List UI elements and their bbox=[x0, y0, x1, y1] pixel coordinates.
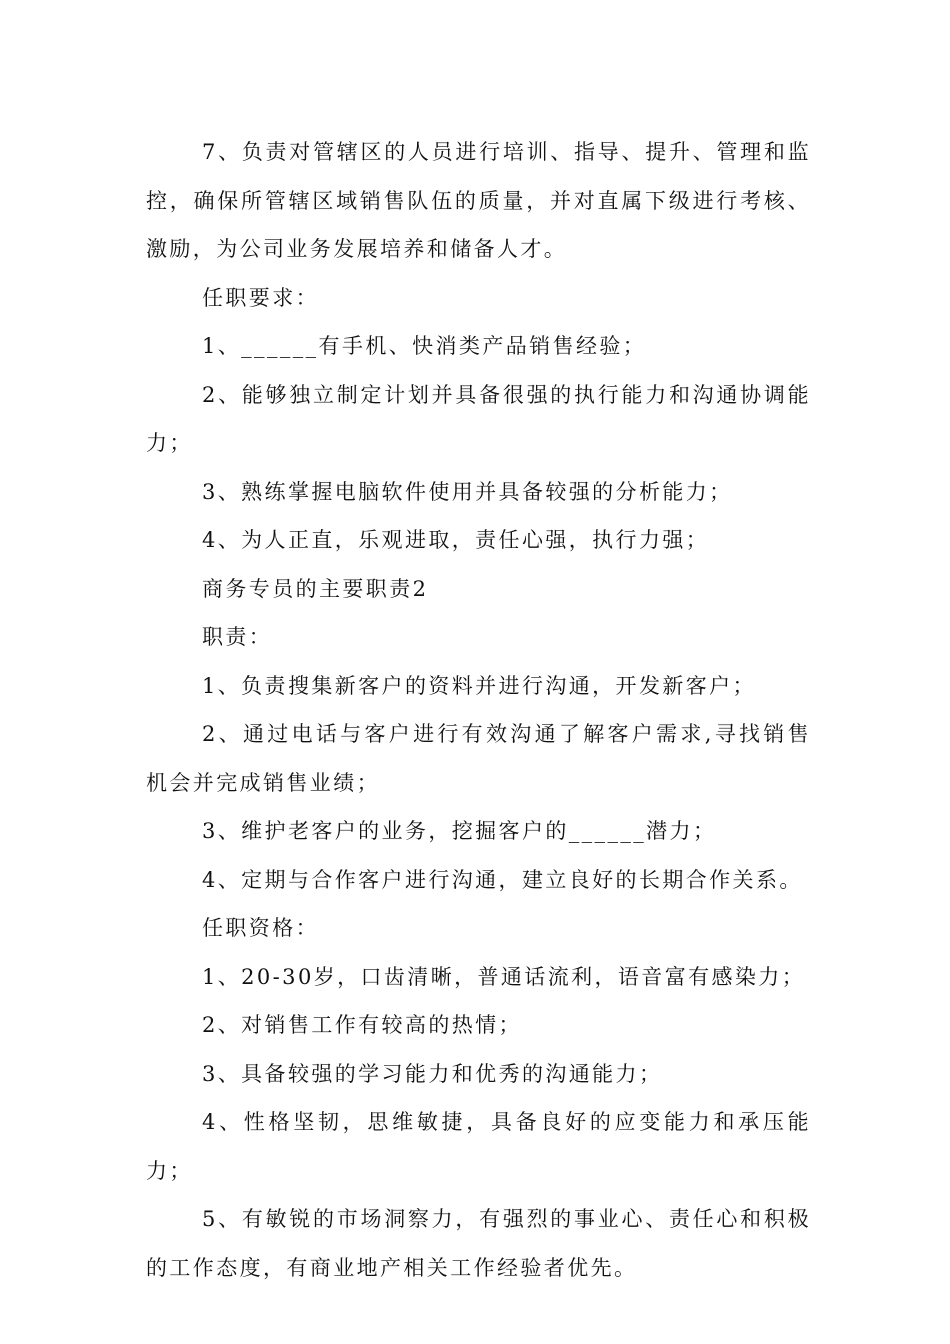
qualification-5: 5、有敏锐的市场洞察力，有强烈的事业心、责任心和积极的工作态度，有商业地产相关工作经验者优先。 bbox=[146, 1207, 811, 1280]
paragraph-duty-7: 7、负责对管辖区的人员进行培训、指导、提升、管理和监控，确保所管辖区域销售队伍的质量，并对直属下级进行考核、激励，为公司业务发展培养和储备人才。 bbox=[146, 140, 811, 261]
qualification-3: 3、具备较强的学习能力和优秀的沟通能力； bbox=[202, 1061, 663, 1086]
duty-1: 1、负责搜集新客户的资料并进行沟通，开发新客户； bbox=[202, 673, 756, 698]
heading-duties: 职责： bbox=[202, 625, 273, 649]
duty-3: 3、维护老客户的业务，挖掘客户的______潜力； bbox=[202, 819, 717, 843]
qualification-2: 2、对销售工作有较高的热情； bbox=[202, 1013, 522, 1037]
heading-qualifications: 任职资格： bbox=[202, 916, 319, 940]
duty-2: 2、通过电话与客户进行有效沟通了解客户需求,寻找销售机会并完成销售业绩； bbox=[146, 722, 811, 795]
qualification-1: 1、20-30岁，口齿清晰，普通话流利，语音富有感染力； bbox=[202, 964, 806, 989]
document-body bbox=[146, 128, 811, 1292]
requirement-4: 4、为人正直，乐观进取，责任心强，执行力强； bbox=[202, 528, 710, 552]
heading-job-requirements: 任职要求： bbox=[202, 285, 319, 310]
requirement-1: 1、______有手机、快消类产品销售经验； bbox=[202, 334, 647, 358]
section-title-2: 商务专员的主要职责2 bbox=[202, 576, 429, 601]
requirement-2: 2、能够独立制定计划并具备很强的执行能力和沟通协调能力； bbox=[146, 382, 811, 455]
requirement-3: 3、熟练掌握电脑软件使用并具备较强的分析能力； bbox=[202, 479, 733, 504]
qualification-4: 4、性格坚韧，思维敏捷，具备良好的应变能力和承压能力； bbox=[146, 1110, 811, 1183]
duty-4: 4、定期与合作客户进行沟通，建立良好的长期合作关系。 bbox=[202, 867, 803, 892]
